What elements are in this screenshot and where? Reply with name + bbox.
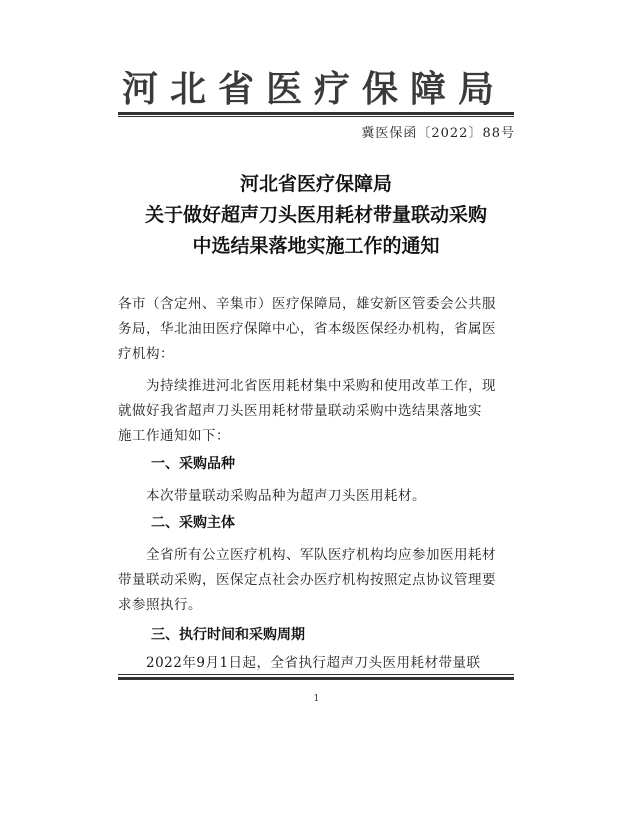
title-line-2: 关于做好超声刀头医用耗材带量联动采购 xyxy=(144,204,487,226)
footer-rule-thin xyxy=(118,674,514,675)
section-text: 2022年9月1日起，全省执行超声刀头医用耗材带量联 xyxy=(146,655,481,671)
salutation-line: 疗机构： xyxy=(118,346,174,362)
title-line-1: 河北省医疗保障局 xyxy=(239,173,392,195)
salutation-line: 务局，华北油田医疗保障中心，省本级医保经办机构，省属医 xyxy=(118,321,496,337)
section-text-line: 带量联动采购，医保定点社会办医疗机构按照定点协议管理要 xyxy=(118,572,496,588)
header-rule-thin xyxy=(118,116,514,117)
page-number: 1 xyxy=(313,694,320,704)
section-text-line: 求参照执行。 xyxy=(118,597,202,613)
intro-line: 施工作通知如下： xyxy=(118,428,230,444)
document-number: 冀医保函〔2022〕88号 xyxy=(361,126,515,141)
title-line-3: 中选结果落地实施工作的通知 xyxy=(192,235,440,257)
section-heading-execution-period: 三、执行时间和采购周期 xyxy=(151,627,305,643)
section-heading-procurement-entities: 二、采购主体 xyxy=(151,515,235,531)
section-text: 本次带量联动采购品种为超声刀头医用耗材。 xyxy=(146,488,426,504)
intro-line: 就做好我省超声刀头医用耗材带量联动采购中选结果落地实 xyxy=(118,403,482,419)
intro-line: 为持续推进河北省医用耗材集中采购和使用改革工作，现 xyxy=(146,378,496,394)
section-heading-procurement-items: 一、采购品种 xyxy=(151,456,235,472)
salutation-line: 各市（含定州、辛集市）医疗保障局，雄安新区管委会公共服 xyxy=(118,296,496,312)
issuing-authority-header: 河北省医疗保障局 xyxy=(122,69,507,110)
section-text-line: 全省所有公立医疗机构、军队医疗机构均应参加医用耗材 xyxy=(146,547,496,563)
header-rule-thick xyxy=(118,112,514,115)
footer-rule-thick xyxy=(118,677,514,680)
